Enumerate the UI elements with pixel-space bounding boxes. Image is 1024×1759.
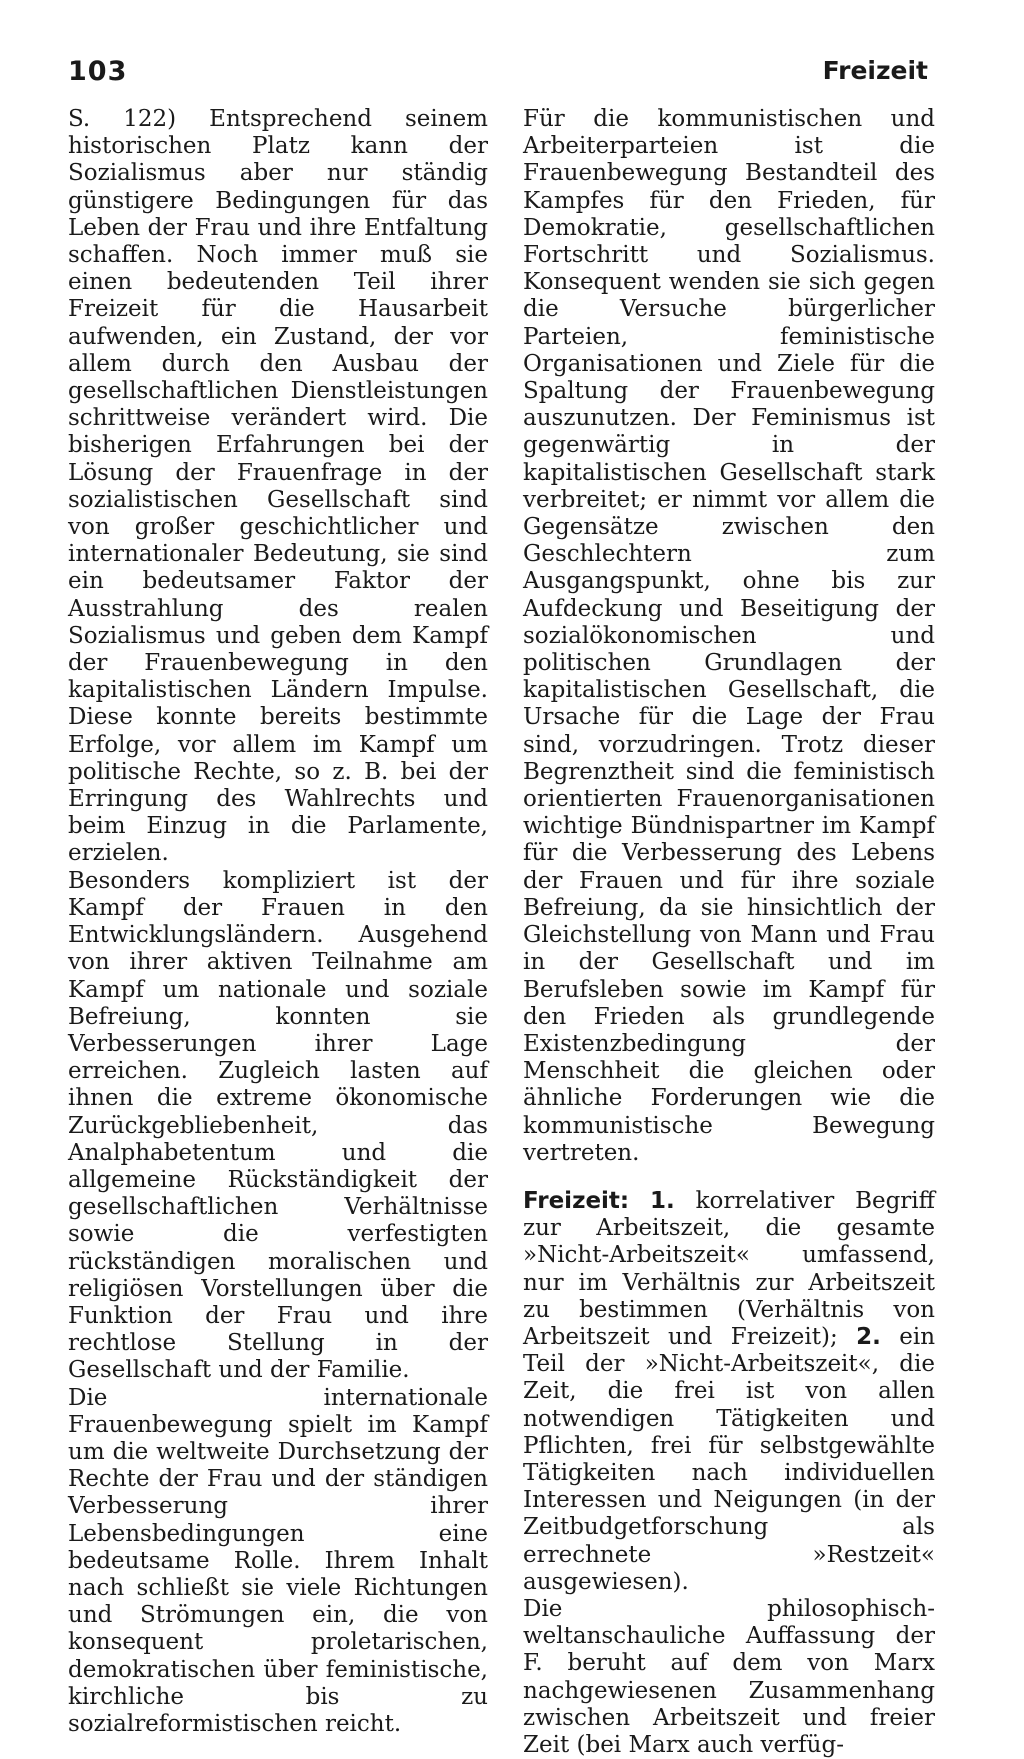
sense-text: ein Teil der »Nicht-Arbeitszeit«, die Zeit, die frei ist von allen notwendigen Tätigkeiten und Pflichten, frei für selbstgewählte Tätigkeiten nach individuellen Interessen und Neigungen (in der Zeitbudgetforschung als errechnete »Restzeit« ausgewiesen). — [523, 1323, 936, 1595]
sense-number: 2. — [856, 1323, 881, 1350]
paragraph: S. 122) Entsprechend seinem historischen Platz kann der Sozialismus aber nur ständig günstigere Bedingungen für das Leben der Frau und ihre Entfaltung schaffen. Noch immer muß sie einen bedeutenden Teil ihrer Freizeit für die Hausarbeit aufwenden, ein Zustand, der vor allem durch den Ausbau der gesellschaftlichen Dienstleistungen schrittweise verändert wird. Die bisherigen Erfahrungen bei der Lösung der Frauenfrage in der sozialistischen Gesellschaft sind von großer geschichtlicher und internationaler Bedeutung, sie sind ein bedeutsamer Faktor der Ausstrahlung des realen Sozialismus und geben dem Kampf der Frauenbewegung in den kapitalistischen Ländern Impulse. Diese konnte bereits bestimmte Erfolge, vor allem im Kampf um politische Rechte, so z. B. bei der Erringung des Wahlrechts und beim Einzug in die Parlamente, erzielen. — [68, 106, 488, 867]
sense-number: 1. — [649, 1187, 675, 1214]
entry-spacer — [523, 1167, 935, 1188]
sense-text: korrelativer Begriff zur Arbeitszeit, die gesamte »Nicht-Arbeitszeit« umfassend, nur im Verhältnis zur Arbeitszeit zu bestimmen (Verhältnis von Arbeitszeit und Freizeit); — [523, 1187, 935, 1350]
paragraph: Besonders kompliziert ist der Kampf der Frauen in den Entwicklungsländern. Ausgehend von ihrer aktiven Teilnahme am Kampf um nationale und soziale Befreiung, konnten sie Verbesserungen ihrer Lage erreichen. Zugleich lasten auf ihnen die extreme ökonomische Zurückgebliebenheit, das Analphabetentum und die allgemeine Rückständigkeit der gesellschaftlichen Verhältnisse sowie die verfestigten rückständigen moralischen und religiösen Vorstellungen über die Funktion der Frau und ihre rechtlose Stellung in der Gesellschaft und der Familie. — [68, 867, 488, 1384]
paragraph: Die philosophisch-weltanschauliche Auffassung der F. beruht auf dem von Marx nachgewiesenen Zusammenhang zwischen Arbeitszeit und freier Zeit (bei Marx auch verfüg- — [523, 1595, 935, 1758]
right-column — [523, 106, 935, 1759]
running-head: Freizeit — [822, 56, 928, 85]
left-column — [68, 106, 488, 1738]
page-header — [68, 56, 928, 92]
page-number: 103 — [68, 56, 128, 87]
dictionary-entry — [523, 1188, 935, 1596]
paragraph: Für die kommunistischen und Arbeiterparteien ist die Frauenbewegung Bestandteil des Kampfes für den Frieden, für Demokratie, gesellschaftlichen Fortschritt und Sozialismus. Konsequent wenden sie sich gegen die Versuche bürgerlicher Parteien, feministische Organisationen und Ziele für die Spaltung der Frauenbewegung auszunutzen. Der Feminismus ist gegenwärtig in der kapitalistischen Gesellschaft stark verbreitet; er nimmt vor allem die Gegensätze zwischen den Geschlechtern zum Ausgangspunkt, ohne bis zur Aufdeckung und Beseitigung der sozialökonomischen und politischen Grundlagen der kapitalistischen Gesellschaft, die Ursache für die Lage der Frau sind, vorzudringen. Trotz dieser Begrenztheit sind die feministisch orientierten Frauenorganisationen wichtige Bündnispartner im Kampf für die Verbesserung des Lebens der Frauen und für ihre soziale Befreiung, da sie hinsichtlich der Gleichstellung von Mann und Frau in der Gesellschaft und im Berufsleben sowie im Kampf für den Frieden als grundlegende Existenzbedingung der Menschheit die gleichen oder ähnliche Forderungen wie die kommunistische Bewegung vertreten. — [523, 106, 935, 1166]
paragraph: Die internationale Frauenbewegung spielt im Kampf um die weltweite Durchsetzung der Rechte der Frau und der ständigen Verbesserung ihrer Lebensbedingungen eine bedeutsame Rolle. Ihrem Inhalt nach schließt sie viele Richtungen und Strömungen ein, die von konsequent proletarischen, demokratischen über feministische, kirchliche bis zu sozialreformistischen reicht. — [68, 1384, 488, 1737]
entry-term: Freizeit: — [523, 1187, 630, 1214]
